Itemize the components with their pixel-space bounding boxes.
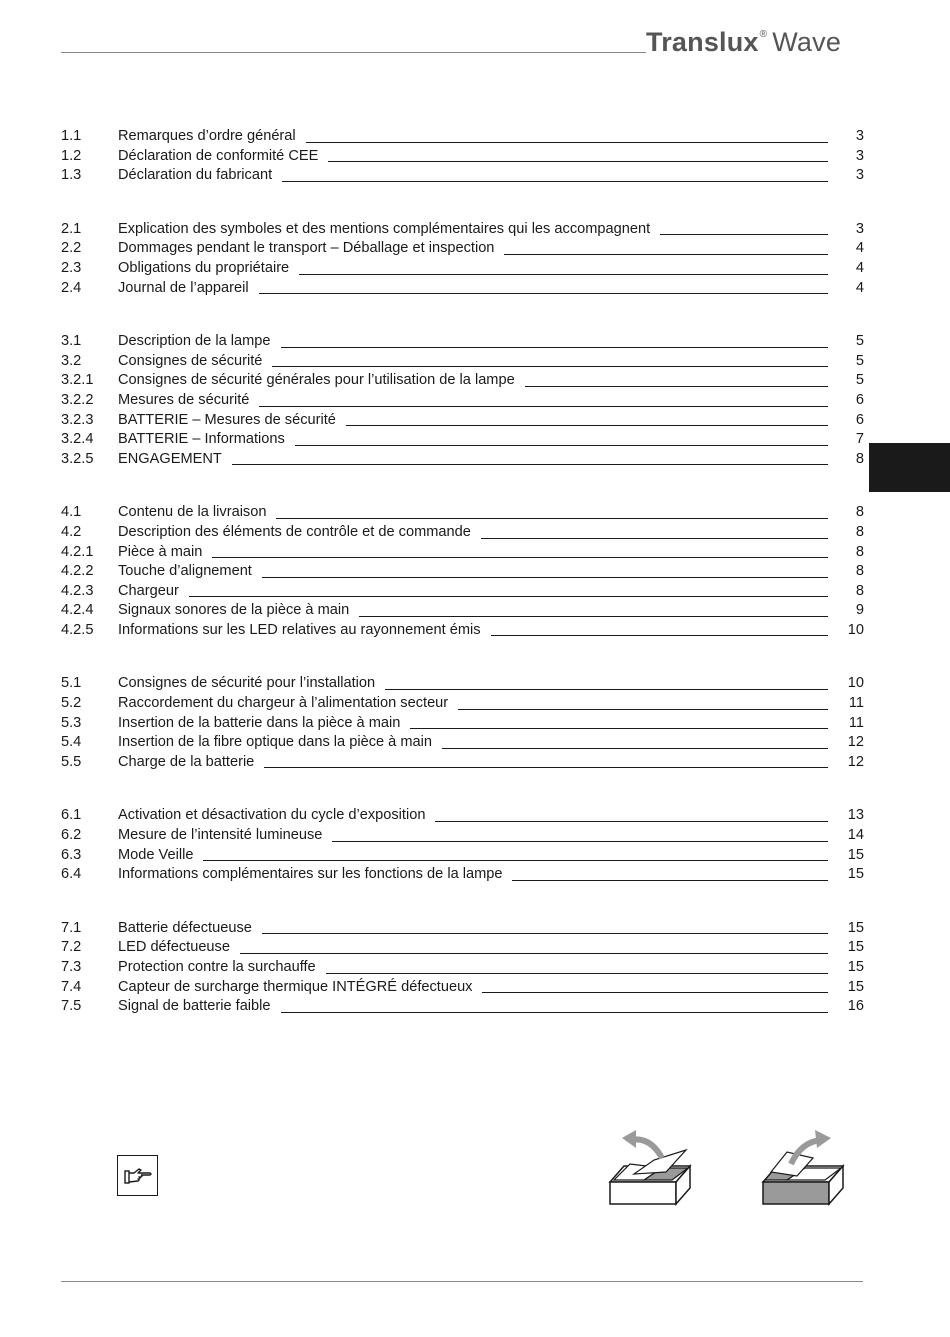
toc-entry[interactable] xyxy=(61,259,864,279)
toc-entry[interactable] xyxy=(61,127,864,147)
toc-entry-number: 4.2.1 xyxy=(61,543,94,560)
toc-entry-page: 13 xyxy=(847,807,864,824)
toc-entry[interactable] xyxy=(61,279,864,299)
table-of-contents xyxy=(61,127,864,1051)
toc-leader-line xyxy=(262,932,828,934)
toc-entry-number: 7.1 xyxy=(61,919,82,936)
toc-entry-number: 3.2.5 xyxy=(61,450,94,467)
toc-entry-page: 12 xyxy=(847,753,864,770)
toc-entry-title: ENGAGEMENT xyxy=(118,450,222,467)
toc-section xyxy=(61,503,864,640)
toc-entry-title: Mode Veille xyxy=(118,846,194,863)
toc-entry-number: 1.3 xyxy=(61,167,82,184)
toc-entry[interactable] xyxy=(61,733,864,753)
toc-entry-page: 15 xyxy=(847,978,864,995)
pointing-hand-icon xyxy=(117,1155,158,1196)
toc-entry[interactable] xyxy=(61,411,864,431)
toc-entry-page: 7 xyxy=(855,431,864,448)
toc-entry[interactable] xyxy=(61,674,864,694)
toc-entry-title: Pièce à main xyxy=(118,543,203,560)
toc-leader-line xyxy=(259,405,828,407)
toc-entry-number: 7.3 xyxy=(61,959,82,975)
toc-entry-page: 4 xyxy=(855,279,864,296)
toc-entry-title: Dommages pendant le transport – Déballage et inspection xyxy=(118,240,495,257)
toc-entry-page: 3 xyxy=(855,167,864,184)
toc-entry-page: 12 xyxy=(847,734,864,751)
toc-entry-number: 3.2.1 xyxy=(61,372,94,389)
toc-entry-page: 10 xyxy=(847,675,864,692)
toc-entry-title: Déclaration du fabricant xyxy=(118,167,273,184)
toc-entry-title: Contenu de la livraison xyxy=(118,504,267,521)
toc-entry[interactable] xyxy=(61,582,864,602)
toc-leader-line xyxy=(264,766,828,768)
toc-entry-title: Consignes de sécurité xyxy=(118,352,263,369)
toc-entry-page: 15 xyxy=(847,939,864,956)
toc-entry-title: Informations sur les LED relatives au rayonnement émis xyxy=(118,621,481,638)
toc-leader-line xyxy=(326,972,828,974)
toc-entry-title: Consignes de sécurité générales pour l’utilisation de la lampe xyxy=(118,372,515,389)
toc-leader-line xyxy=(346,424,828,426)
toc-leader-line xyxy=(328,160,828,162)
toc-leader-line xyxy=(504,253,828,255)
toc-entry-title: Insertion de la batterie dans la pièce à main xyxy=(118,714,401,731)
toc-entry[interactable] xyxy=(61,430,864,450)
toc-entry-title: Insertion de la fibre optique dans la pièce à main xyxy=(118,734,432,751)
toc-entry-number: 4.2.2 xyxy=(61,563,94,580)
toc-entry-page: 11 xyxy=(848,695,864,712)
toc-leader-line xyxy=(332,840,828,842)
toc-leader-line xyxy=(525,385,828,387)
chapter-tab-marker xyxy=(869,443,950,492)
toc-entry-title: Touche d’alignement xyxy=(118,563,252,580)
toc-leader-line xyxy=(281,1011,828,1013)
toc-entry-title: Chargeur xyxy=(118,582,179,599)
toc-entry[interactable] xyxy=(61,503,864,523)
toc-section xyxy=(61,674,864,772)
toc-leader-line xyxy=(410,727,828,729)
toc-entry-page: 4 xyxy=(855,240,864,257)
toc-entry-title: Informations complémentaires sur les fonctions de la lampe xyxy=(118,866,503,883)
toc-entry[interactable] xyxy=(61,919,864,939)
toc-leader-line xyxy=(282,180,828,182)
toc-entry-page: 8 xyxy=(855,582,864,599)
toc-entry-page: 4 xyxy=(855,259,864,276)
toc-entry-number: 5.4 xyxy=(61,734,82,751)
toc-leader-line xyxy=(482,991,828,993)
toc-leader-line xyxy=(189,595,828,597)
toc-entry-number: 6.2 xyxy=(61,827,82,844)
toc-entry-title: Signal de batterie faible xyxy=(118,998,271,1015)
toc-entry-title: Consignes de sécurité pour l’installation xyxy=(118,675,376,692)
toc-entry-number: 3.2 xyxy=(61,352,82,369)
toc-leader-line xyxy=(203,859,828,861)
toc-entry[interactable] xyxy=(61,166,864,186)
toc-entry-number: 4.1 xyxy=(61,504,82,521)
toc-entry[interactable] xyxy=(61,826,864,846)
toc-entry-title: Description des éléments de contrôle et de commande xyxy=(118,523,471,540)
toc-entry-number: 4.2.3 xyxy=(61,582,94,599)
fold-left-icon xyxy=(604,1130,696,1210)
toc-entry-page: 8 xyxy=(855,504,864,521)
toc-entry-page: 15 xyxy=(847,846,864,863)
toc-entry-page: 8 xyxy=(855,563,864,580)
toc-leader-line xyxy=(281,346,828,348)
toc-entry-title: Mesure de l’intensité lumineuse xyxy=(118,827,323,844)
toc-entry[interactable] xyxy=(61,543,864,563)
toc-entry-page: 10 xyxy=(847,621,864,638)
toc-entry-number: 6.1 xyxy=(61,807,82,824)
toc-leader-line xyxy=(240,952,828,954)
toc-entry[interactable] xyxy=(61,997,864,1017)
toc-entry[interactable] xyxy=(61,938,864,958)
toc-entry[interactable] xyxy=(61,352,864,372)
toc-entry-number: 2.4 xyxy=(61,279,82,296)
toc-section xyxy=(61,919,864,1017)
toc-entry-title: Activation et désactivation du cycle d’exposition xyxy=(118,807,426,824)
toc-entry[interactable] xyxy=(61,239,864,259)
toc-entry-title: LED défectueuse xyxy=(118,939,230,956)
brand-model: Wave xyxy=(772,27,842,57)
toc-section xyxy=(61,332,864,469)
toc-entry[interactable] xyxy=(61,332,864,352)
toc-leader-line xyxy=(435,820,828,822)
toc-leader-line xyxy=(660,233,828,235)
toc-entry[interactable] xyxy=(61,865,864,885)
toc-entry-number: 6.3 xyxy=(61,846,82,863)
toc-entry-title: Mesures de sécurité xyxy=(118,391,250,408)
toc-leader-line xyxy=(272,365,828,367)
toc-entry-number: 7.5 xyxy=(61,998,82,1015)
toc-entry-number: 2.3 xyxy=(61,259,82,276)
toc-section xyxy=(61,806,864,884)
toc-leader-line xyxy=(458,708,828,710)
toc-entry-page: 8 xyxy=(855,450,864,467)
toc-entry-title: Batterie défectueuse xyxy=(118,919,252,936)
toc-leader-line xyxy=(212,556,828,558)
toc-entry-number: 3.2.3 xyxy=(61,411,94,428)
toc-leader-line xyxy=(232,463,828,465)
toc-entry[interactable] xyxy=(61,753,864,773)
toc-leader-line xyxy=(262,576,828,578)
toc-entry-number: 5.3 xyxy=(61,714,82,731)
toc-leader-line xyxy=(299,273,828,275)
toc-entry-title: Raccordement du chargeur à l’alimentation secteur xyxy=(118,695,449,712)
toc-entry[interactable] xyxy=(61,714,864,734)
toc-entry-page: 11 xyxy=(848,714,864,731)
toc-entry-number: 5.1 xyxy=(61,675,82,692)
brand-logo xyxy=(646,27,841,58)
toc-entry-page: 9 xyxy=(855,602,864,619)
toc-entry-number: 7.4 xyxy=(61,978,82,995)
toc-entry-page: 15 xyxy=(847,919,864,936)
toc-entry[interactable] xyxy=(61,806,864,826)
toc-leader-line xyxy=(259,292,828,294)
toc-entry-number: 4.2.4 xyxy=(61,602,94,619)
toc-leader-line xyxy=(276,517,828,519)
toc-entry[interactable] xyxy=(61,220,864,240)
toc-entry-number: 3.1 xyxy=(61,333,82,350)
toc-entry-title: Description de la lampe xyxy=(118,333,271,350)
toc-leader-line xyxy=(359,615,828,617)
toc-entry-title: Journal de l’appareil xyxy=(118,279,249,296)
toc-entry-page: 14 xyxy=(847,827,864,844)
toc-entry-title: Remarques d’ordre général xyxy=(118,128,296,144)
toc-entry[interactable] xyxy=(61,391,864,411)
toc-leader-line xyxy=(385,688,828,690)
toc-entry[interactable] xyxy=(61,601,864,621)
toc-entry-title: Obligations du propriétaire xyxy=(118,259,290,276)
toc-leader-line xyxy=(295,444,828,446)
toc-entry-page: 3 xyxy=(855,147,864,164)
toc-entry-number: 5.5 xyxy=(61,753,82,770)
toc-section xyxy=(61,220,864,298)
toc-entry-title: Explication des symboles et des mentions complémentaires qui les accompagnent xyxy=(118,220,651,237)
toc-entry-page: 5 xyxy=(855,372,864,389)
registered-mark: ® xyxy=(759,29,768,40)
toc-entry-number: 6.4 xyxy=(61,866,82,883)
toc-leader-line xyxy=(512,879,828,881)
toc-entry-number: 3.2.4 xyxy=(61,431,94,448)
toc-entry[interactable] xyxy=(61,694,864,714)
toc-entry[interactable] xyxy=(61,562,864,582)
toc-entry-number: 2.1 xyxy=(61,220,82,237)
toc-entry-title: BATTERIE – Mesures de sécurité xyxy=(118,411,336,428)
toc-entry-number: 2.2 xyxy=(61,240,82,257)
toc-entry-title: Charge de la batterie xyxy=(118,753,255,770)
toc-entry-page: 8 xyxy=(855,523,864,540)
toc-entry-page: 6 xyxy=(855,391,864,408)
toc-entry-page: 8 xyxy=(855,543,864,560)
toc-entry-page: 5 xyxy=(855,352,864,369)
header-rule xyxy=(61,52,646,53)
toc-entry-page: 3 xyxy=(855,128,864,144)
toc-entry-title: Signaux sonores de la pièce à main xyxy=(118,602,350,619)
toc-leader-line xyxy=(306,141,828,143)
toc-entry[interactable] xyxy=(61,978,864,998)
toc-entry-page: 3 xyxy=(855,220,864,237)
toc-entry-page: 16 xyxy=(847,998,864,1015)
toc-entry-number: 1.1 xyxy=(61,128,82,144)
toc-entry-page: 15 xyxy=(847,959,864,975)
fold-right-icon xyxy=(757,1130,849,1210)
toc-entry-title: Déclaration de conformité CEE xyxy=(118,147,319,164)
toc-entry[interactable] xyxy=(61,450,864,470)
toc-leader-line xyxy=(442,747,828,749)
toc-entry-number: 1.2 xyxy=(61,147,82,164)
toc-entry[interactable] xyxy=(61,147,864,167)
toc-entry-title: BATTERIE – Informations xyxy=(118,431,285,448)
toc-entry-page: 15 xyxy=(847,866,864,883)
toc-entry[interactable] xyxy=(61,958,864,978)
toc-entry-title: Capteur de surcharge thermique INTÉGRÉ défectueux xyxy=(118,978,473,995)
toc-entry-number: 5.2 xyxy=(61,695,82,712)
toc-entry-title: Protection contre la surchauffe xyxy=(118,959,316,975)
toc-entry[interactable] xyxy=(61,621,864,641)
toc-entry[interactable] xyxy=(61,371,864,391)
toc-entry-page: 5 xyxy=(855,333,864,350)
toc-entry-page: 6 xyxy=(855,411,864,428)
footer-rule xyxy=(61,1281,863,1282)
toc-entry-number: 4.2.5 xyxy=(61,621,94,638)
toc-entry-number: 3.2.2 xyxy=(61,391,94,408)
toc-entry[interactable] xyxy=(61,846,864,866)
toc-leader-line xyxy=(491,634,828,636)
brand-name: Translux xyxy=(646,27,759,57)
toc-leader-line xyxy=(481,537,828,539)
toc-section xyxy=(61,127,864,186)
toc-entry-number: 7.2 xyxy=(61,939,82,956)
toc-entry[interactable] xyxy=(61,523,864,543)
toc-entry-number: 4.2 xyxy=(61,523,82,540)
